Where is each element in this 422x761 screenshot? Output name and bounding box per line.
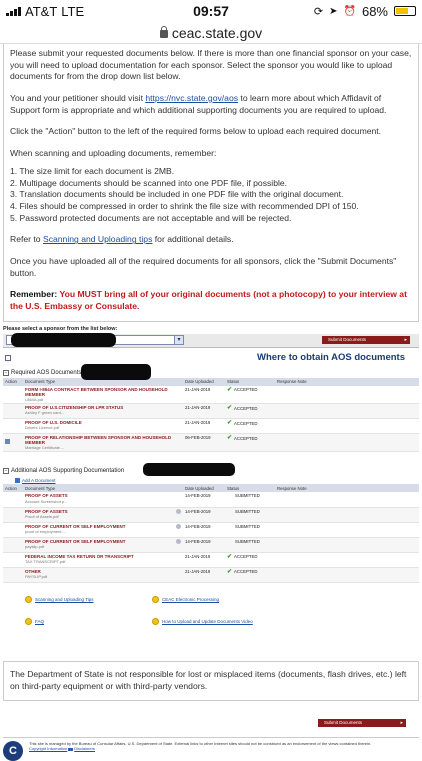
lightbulb-icon xyxy=(152,596,159,603)
document-file-link[interactable]: i-864A.pdf xyxy=(25,397,44,403)
column-header: Response Note xyxy=(275,484,419,492)
document-type: PROOF OF U.S.CITIZENSHIP OR LPR STATUS xyxy=(25,405,124,411)
response-note xyxy=(275,567,419,582)
check-icon: ✔ xyxy=(227,435,233,442)
document-type: PROOF OF CURRENT OR SELF EMPLOYMENT xyxy=(25,523,126,529)
date-uploaded: 14-FEB-2019 xyxy=(183,537,225,552)
check-icon: ✔ xyxy=(227,405,233,412)
print-icon[interactable] xyxy=(5,355,11,361)
document-type: PROOF OF U.S. DOMICILE xyxy=(25,420,82,426)
table-row xyxy=(3,507,419,522)
delete-icon[interactable] xyxy=(176,539,181,544)
response-note xyxy=(275,492,419,507)
instructions-paragraph: When scanning and uploading documents, remember: xyxy=(10,148,217,159)
check-icon: ✔ xyxy=(227,553,233,560)
date-uploaded: 21-JAN-2019 xyxy=(183,552,225,567)
clock: 09:57 xyxy=(193,3,229,19)
status-badge: SUBMITTED xyxy=(235,538,260,544)
lock-icon xyxy=(160,30,168,38)
upload-rules-list xyxy=(10,166,412,224)
status-badge: SUBMITTED xyxy=(235,523,260,529)
redaction-mark xyxy=(81,364,151,380)
date-uploaded: 14-FEB-2019 xyxy=(183,522,225,537)
status-badge: ACCEPTED xyxy=(234,405,258,411)
additional-documents-table xyxy=(3,484,419,583)
action-cell[interactable] xyxy=(3,386,23,404)
rule-item: 2. Multipage documents should be scanned into one PDF file, if possible. xyxy=(10,177,288,188)
remember-notice: Remember: You MUST bring all of your original documents (not a photocopy) to your interview at the U.S. Embassy or Consulate. xyxy=(10,289,407,311)
submit-documents-button[interactable]: Submit Documents ▸ xyxy=(318,719,406,727)
sponsor-toolbar xyxy=(3,334,419,348)
documents-area xyxy=(3,326,419,641)
battery-percent: 68% xyxy=(361,3,388,19)
delete-icon[interactable] xyxy=(176,524,181,529)
instructions-paragraph: Refer to Scanning and Uploading tips for additional details. xyxy=(10,234,234,245)
signal-icon xyxy=(6,7,21,16)
collapse-icon[interactable]: − xyxy=(4,369,8,376)
response-note xyxy=(275,507,419,522)
check-icon: ✔ xyxy=(227,386,233,393)
action-cell[interactable] xyxy=(3,537,23,552)
table-row xyxy=(3,522,419,537)
site-footer xyxy=(3,737,419,761)
chevron-down-icon: ▾ xyxy=(174,336,183,344)
submit-documents-button[interactable]: Submit Documents ▸ xyxy=(322,336,410,344)
date-uploaded: 21-JAN-2019 xyxy=(183,567,225,582)
date-uploaded: 14-FEB-2019 xyxy=(183,492,225,507)
document-type: PROOF OF ASSETS xyxy=(25,493,68,499)
status-badge: ACCEPTED xyxy=(234,420,258,426)
rule-item: 3. Translation documents should be included in one PDF file with the original document. xyxy=(10,189,344,200)
document-type: PROOF OF ASSETS xyxy=(25,508,68,514)
delete-icon[interactable] xyxy=(176,509,181,514)
response-note xyxy=(275,419,419,434)
status-badge: ACCEPTED xyxy=(234,387,258,393)
instructions-paragraph: Please submit your requested documents below. If there is more than one financial sponsor on your case, you will need to upload documentation for each sponsor. Select the sponsor you would like to upload documents for from the drop down list below. xyxy=(10,48,412,82)
status-badge: ACCEPTED xyxy=(234,554,258,560)
instructions-paragraph: You and your petitioner should visit https://nvc.state.gov/aos to learn more about which Affidavit of Support form is appropriate and which additional supporting documents you are required to upload. xyxy=(10,93,387,115)
redaction-mark xyxy=(143,463,235,476)
table-row xyxy=(3,492,419,507)
status-badge: SUBMITTED xyxy=(235,493,260,499)
network-type: LTE xyxy=(61,3,85,19)
action-cell[interactable] xyxy=(3,404,23,419)
required-section-title: Required AOS Documents xyxy=(11,369,82,376)
document-file-link[interactable]: payslip.pdf xyxy=(25,544,45,550)
collapse-icon[interactable]: − xyxy=(4,468,8,475)
check-icon: ✔ xyxy=(227,420,233,427)
lightbulb-icon xyxy=(152,618,159,625)
footer-note: This site is managed by the Bureau of Consular Affairs, U.S. Department of State. External links to other Internet sites should not be construed as an endorsement of the views contained therein. xyxy=(29,740,372,746)
document-type: FEDERAL INCOME TAX RETURN OR TRANSCRIPT xyxy=(25,553,134,559)
response-note xyxy=(275,522,419,537)
response-note xyxy=(275,434,419,452)
response-note xyxy=(275,537,419,552)
disclaimers-link[interactable]: Disclaimers xyxy=(74,746,95,752)
additional-section-title: Additional AOS Supporting Documentation xyxy=(11,468,125,475)
document-file-link[interactable]: Proof of Assets.pdf xyxy=(25,514,59,520)
status-badge: SUBMITTED xyxy=(235,508,260,514)
document-type: PROOF OF RELATIONSHIP BETWEEN SPONSOR AND HOUSEHOLD MEMBER xyxy=(25,435,172,446)
where-to-obtain-title: Where to obtain AOS documents xyxy=(257,352,405,364)
sponsor-select[interactable] xyxy=(6,335,184,345)
add-document-link[interactable]: Add A Document xyxy=(15,478,419,483)
scanning-tips-link[interactable]: Scanning and Uploading tips xyxy=(42,234,153,245)
required-section-header[interactable] xyxy=(3,368,419,378)
table-row xyxy=(3,404,419,419)
instructions-panel xyxy=(3,44,419,322)
date-uploaded: 14-FEB-2019 xyxy=(183,507,225,522)
additional-section-header[interactable] xyxy=(3,466,419,476)
date-uploaded: 06-FEB-2019 xyxy=(183,434,225,452)
column-header: Action xyxy=(3,484,23,492)
table-row xyxy=(3,434,419,452)
status-badge: ACCEPTED xyxy=(234,569,258,575)
help-link[interactable]: FAQ xyxy=(25,619,152,641)
column-header: Status xyxy=(225,378,275,386)
action-cell[interactable] xyxy=(3,522,23,537)
document-file-link[interactable]: PAYSLIP.pdf xyxy=(25,574,48,580)
nvc-aos-link[interactable]: https://nvc.state.gov/aos xyxy=(145,93,239,104)
instructions-paragraph: Click the "Action" button to the left of the required forms below to upload each required document. xyxy=(10,126,382,137)
column-header: Document Type xyxy=(23,378,183,386)
upload-action-icon[interactable] xyxy=(5,439,10,444)
response-note xyxy=(275,386,419,404)
rule-item: 5. Password protected documents are not acceptable and will be rejected. xyxy=(10,212,292,223)
action-cell[interactable] xyxy=(3,434,23,452)
document-type: OTHER xyxy=(25,568,41,574)
action-cell[interactable] xyxy=(3,492,23,507)
date-uploaded: 21-JAN-2019 xyxy=(183,404,225,419)
action-cell[interactable] xyxy=(3,567,23,582)
required-documents-table xyxy=(3,378,419,453)
rule-item: 1. The size limit for each document is 2MB. xyxy=(10,165,175,176)
column-header: Action xyxy=(3,378,23,386)
help-links xyxy=(25,597,405,641)
date-uploaded: 21-JAN-2019 xyxy=(183,386,225,404)
carrier-name: AT&T xyxy=(25,3,58,19)
document-file-link[interactable]: Marriage Certificate.... xyxy=(25,445,65,451)
rule-item: 4. Files should be compressed in order to shrink the file size with recommended DPI of 150. xyxy=(10,200,359,211)
response-note xyxy=(275,552,419,567)
document-file-link[interactable]: proof of employment.... xyxy=(25,529,66,535)
table-row xyxy=(3,552,419,567)
redaction-mark xyxy=(11,333,116,347)
action-cell[interactable] xyxy=(3,552,23,567)
sponsor-select-label: Please select a sponsor from the list below: xyxy=(3,325,118,332)
action-cell[interactable] xyxy=(3,507,23,522)
document-file-link[interactable]: Drivers Licence.pdf xyxy=(25,425,60,431)
column-header: Date Uploaded xyxy=(183,378,225,386)
table-row xyxy=(3,567,419,582)
status-badge: ACCEPTED xyxy=(234,435,258,441)
help-link[interactable]: CEAC Electronic Processing xyxy=(152,597,279,619)
location-icon: ➤ xyxy=(329,5,338,17)
ios-status-bar xyxy=(0,0,422,22)
document-file-link[interactable]: Ashley F green card... xyxy=(25,410,65,416)
table-row xyxy=(3,419,419,434)
address-domain: ceac.state.gov xyxy=(171,24,263,41)
column-header: Date Uploaded xyxy=(183,484,225,492)
document-file-link[interactable]: Account Screenshot p... xyxy=(25,498,68,504)
document-type: FORM I-864A CONTRACT BETWEEN SPONSOR AND HOUSEHOLD MEMBER xyxy=(25,386,168,397)
table-row xyxy=(3,537,419,552)
lightbulb-icon xyxy=(25,596,32,603)
disclaimer-box: The Department of State is not responsible for lost or misplaced items (documents, flash drives, etc.) left on third-party equipment or with third-party vendors. xyxy=(3,661,419,701)
lightbulb-icon xyxy=(25,618,32,625)
column-header: Status xyxy=(225,484,275,492)
copyright-link[interactable]: Copyright Information xyxy=(29,746,68,752)
column-header: Response Note xyxy=(275,378,419,386)
add-icon xyxy=(15,478,20,483)
column-header: Document Type xyxy=(23,484,183,492)
document-type: PROOF OF CURRENT OR SELF EMPLOYMENT xyxy=(25,538,126,544)
table-row xyxy=(3,386,419,404)
response-note xyxy=(275,404,419,419)
alarm-icon: ⏰ xyxy=(343,5,356,17)
date-uploaded: 21-JAN-2019 xyxy=(183,419,225,434)
help-link[interactable]: How to Upload and Update Documents Video xyxy=(152,619,262,641)
instructions-paragraph: Once you have uploaded all of the required documents for all sponsors, click the "Submit Documents" button. xyxy=(10,255,397,278)
rotation-lock-icon: ⟳ xyxy=(313,5,324,18)
document-file-link[interactable]: TAX TRANSCRIPT.pdf xyxy=(25,559,66,565)
help-link[interactable]: Scanning and Uploading Tips xyxy=(25,597,152,619)
check-icon: ✔ xyxy=(227,568,233,575)
battery-icon xyxy=(394,6,416,16)
link-separator-icon xyxy=(68,748,73,751)
consular-affairs-seal: C xyxy=(3,741,23,761)
action-cell[interactable] xyxy=(3,419,23,434)
address-bar[interactable] xyxy=(0,22,422,44)
